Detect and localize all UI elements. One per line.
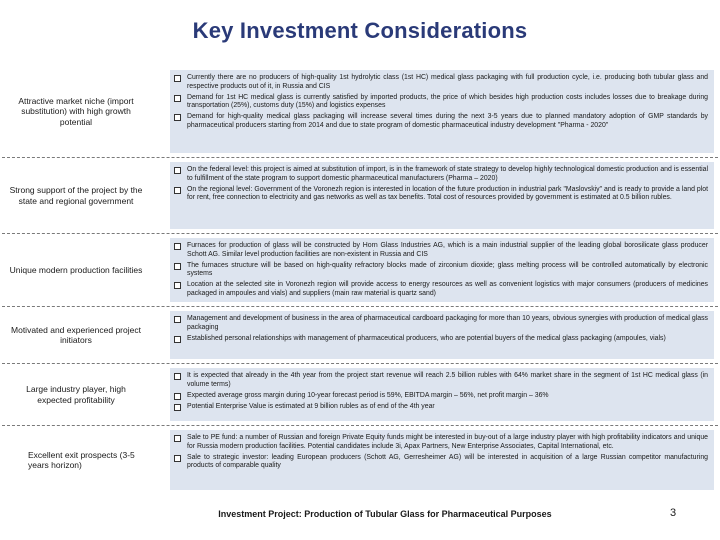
row-production-facilities: [2, 234, 718, 307]
row-body: [170, 70, 714, 153]
page-number: 3: [670, 507, 677, 519]
row-market-niche: [2, 66, 718, 158]
bullet-item: [174, 94, 708, 111]
checkbox-bullet-icon: [174, 167, 181, 174]
row-body: [170, 311, 714, 359]
row-profitability: [2, 364, 718, 426]
checkbox-bullet-icon: [174, 187, 181, 194]
row-body: [170, 238, 714, 302]
bullet-item: [174, 372, 708, 389]
checkbox-bullet-icon: [174, 373, 181, 380]
bullet-item: [174, 242, 708, 259]
bullet-item: [174, 113, 708, 130]
row-exit-prospects: [2, 426, 718, 494]
bullet-text: On the regional level: Government of the Voronezh region is interested in location of the future production in industrial park "Maslovskiy" and is ready to provide a land plot for rent, free connection to electricity and gas networks as well as tax benefits. Total cost of resources provided by government is estimated at 0.5 billion rubles.: [187, 185, 708, 202]
row-label: Excellent exit prospects (3-5 years horizon): [28, 449, 135, 470]
bullet-text: Furnaces for production of glass will be constructed by Horn Glass Industries AG, which is a main industrial supplier of the leading global borosilicate glass producer Schott AG. Similar level production facilities are non-existent in Russia and CIS: [187, 242, 708, 258]
checkbox-bullet-icon: [174, 435, 181, 442]
row-body: [170, 430, 714, 490]
bullet-text: Sale to strategic investor: leading European producers (Schott AG, Gerresheimer AG) will be interested in acquisition of a large Russian competitor manufacturing products of comparable quality: [187, 453, 708, 470]
bullet-text: Demand for high-quality medical glass packaging will increase several times during the next 3-5 years due to planned mandatory adoption of GMP standards by pharmaceutical producers starting from 2014 and due to state program of domestic pharmaceutical industry development "Pharma - 2020": [187, 113, 708, 129]
row-body: [170, 162, 714, 229]
checkbox-bullet-icon: [174, 393, 181, 400]
bullet-text: The furnaces structure will be based on high-quality refractory blocks made of zirconium dioxide; glass melting process will be controlled automatically by electronic systems: [187, 261, 708, 278]
checkbox-bullet-icon: [174, 95, 181, 102]
bullet-item: [174, 403, 708, 412]
row-label: Strong support of the project by the state and regional government: [9, 185, 143, 206]
checkbox-bullet-icon: [174, 336, 181, 343]
bullet-item: [174, 315, 708, 332]
checkbox-bullet-icon: [174, 75, 181, 82]
checkbox-bullet-icon: [174, 316, 181, 323]
bullet-text: Expected average gross margin during 10-year forecast period is 59%, EBITDA margin – 56%, net profit margin – 36%: [187, 391, 549, 399]
bullet-text: Sale to PE fund: a number of Russian and foreign Private Equity funds might be interested in buy-out of a large industry player with high profitability indicators and unique for Russia modern production facilities. Potential candidates include 3i, Apax Partners, New Enterprise Associates, Capital International, etc.: [187, 434, 708, 450]
row-label: Motivated and experienced project initiators: [11, 324, 141, 345]
bullet-text: Established personal relationships with management of pharmaceutical producers, who are potential buyers of the medical glass packaging (ampoules, vials): [187, 334, 666, 342]
row-state-support: [2, 158, 718, 234]
bullet-text: Location at the selected site in Voronezh region will provide access to energy resources as well as convenient logistics with major consumers (producers of medicines packaged in ampoules and vials) and suppliers (main raw material is quartz sand): [187, 281, 708, 297]
checkbox-bullet-icon: [174, 404, 181, 411]
bullet-item: [174, 454, 708, 471]
row-body: [170, 368, 714, 421]
bullet-item: [174, 335, 708, 344]
bullet-text: On the federal level: this project is aimed at substitution of import, is in the framework of state strategy to develop highly technological domestic production and is essential to fulfillment of the state program to support domestic pharmaceutical manufacturers (Pharma – 2020): [187, 166, 708, 182]
bullet-text: Currently there are no producers of high-quality 1st hydrolytic class (1st HC) medical glass packaging with full production cycle, i.e. producing both tubular glass and respective products out of it, in Russia and CIS: [187, 74, 708, 90]
bullet-item: [174, 74, 708, 91]
row-label: Attractive market niche (import substitution) with high growth potential: [18, 95, 134, 127]
row-label: Unique modern production facilities: [9, 264, 143, 275]
checkbox-bullet-icon: [174, 114, 181, 121]
row-label: Large industry player, high expected profitability: [26, 384, 126, 405]
bullet-text: It is expected that already in the 4th year from the project start revenue will reach 2.5 billion rubles with 64% market share in the segment of 1st HC medical glass (in volume terms): [187, 372, 708, 388]
considerations-table: [2, 66, 718, 494]
footer-text: Investment Project: Production of Tubular Glass for Pharmaceutical Purposes: [218, 509, 552, 519]
bullet-item: [174, 186, 708, 203]
row-project-initiators: [2, 307, 718, 364]
bullet-item: [174, 434, 708, 451]
page-title: Key Investment Considerations: [192, 18, 528, 43]
checkbox-bullet-icon: [174, 282, 181, 289]
bullet-text: Demand for 1st HC medical glass is currently satisfied by imported products, the price of which besides high production costs includes losses due to breakage during transportation (25%), customs duty (15%) and logistics expenses: [187, 93, 708, 110]
bullet-item: [174, 166, 708, 183]
bullet-text: Potential Enterprise Value is estimated at 9 billion rubles as of end of the 4th year: [187, 402, 435, 410]
checkbox-bullet-icon: [174, 243, 181, 250]
checkbox-bullet-icon: [174, 455, 181, 462]
bullet-item: [174, 281, 708, 298]
bullet-item: [174, 262, 708, 279]
bullet-item: [174, 392, 708, 401]
bullet-text: Management and development of business in the area of pharmaceutical cardboard packaging for more than 10 years, obvious synergies with production of medical glass packaging: [187, 315, 708, 331]
checkbox-bullet-icon: [174, 263, 181, 270]
